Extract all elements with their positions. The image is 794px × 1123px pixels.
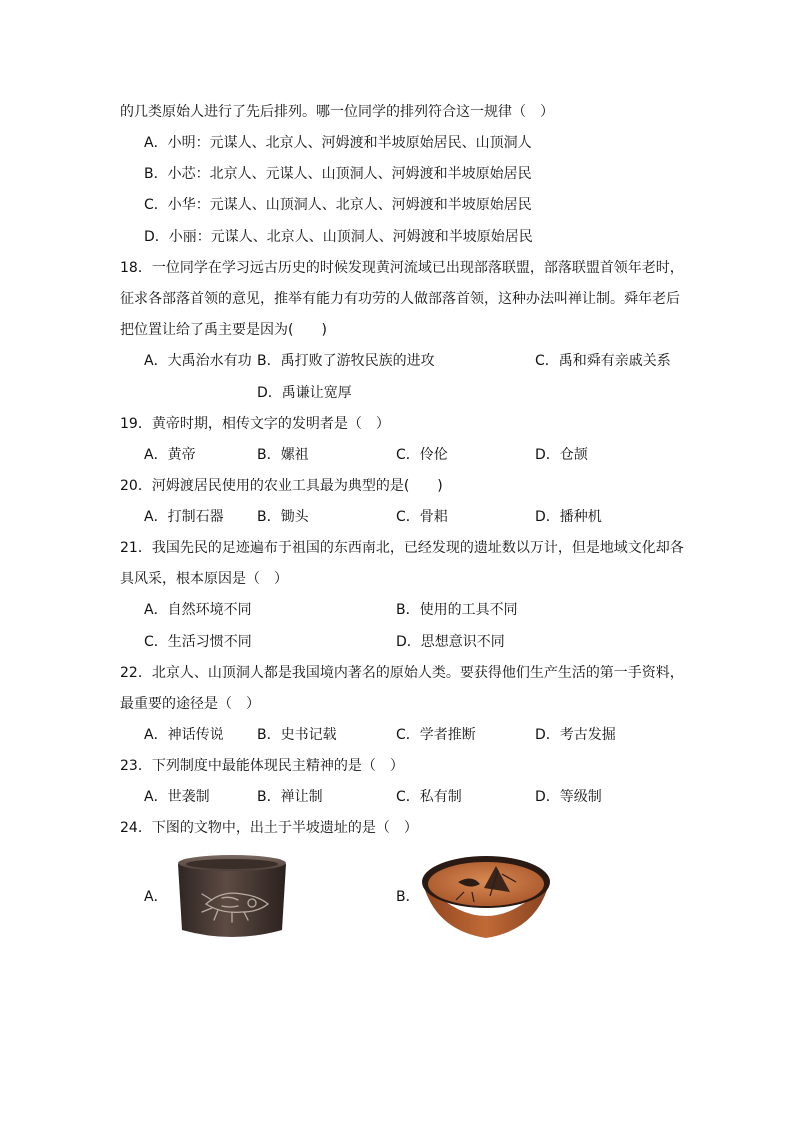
q18-option-d[interactable]: D．禹谦让宽厚: [257, 385, 352, 401]
q21-option-c[interactable]: C．生活习惯不同: [144, 634, 252, 650]
q17-option-a[interactable]: A．小明：元谋人、北京人、河姆渡和半坡原始居民、山顶洞人: [144, 135, 532, 151]
q21-option-d[interactable]: D．思想意识不同: [396, 634, 505, 650]
q22-option-a[interactable]: A．神话传说: [144, 727, 224, 743]
q20-option-b[interactable]: B．锄头: [257, 509, 309, 525]
q17-option-b[interactable]: B．小芯：北京人、元谋人、山顶洞人、河姆渡和半坡原始居民: [144, 166, 532, 182]
q19-option-d[interactable]: D．仓颉: [535, 447, 588, 463]
q17-stem: 的几类原始人进行了先后排列。哪一位同学的排列符合这一规律（ ）: [120, 104, 554, 120]
q19-option-c[interactable]: C．伶伦: [396, 447, 448, 463]
q24-stem: 24．下图的文物中，出土于半坡遗址的是（ ）: [120, 820, 418, 836]
q22-option-b[interactable]: B．史书记载: [257, 727, 337, 743]
q21-option-a[interactable]: A．自然环境不同: [144, 602, 252, 618]
q19-option-b[interactable]: B．嫘祖: [257, 447, 309, 463]
q21-option-b[interactable]: B．使用的工具不同: [396, 602, 518, 618]
q20-option-c[interactable]: C．骨耜: [396, 509, 448, 525]
q17-option-d[interactable]: D．小丽：元谋人、北京人、山顶洞人、河姆渡和半坡原始居民: [144, 229, 533, 245]
q22-stem-line-2: 最重要的途径是（ ）: [120, 696, 260, 712]
q20-option-a[interactable]: A．打制石器: [144, 509, 224, 525]
q24-option-b[interactable]: B．: [396, 889, 420, 905]
q20-stem: 20．河姆渡居民使用的农业工具最为典型的是( ): [120, 478, 443, 494]
artifact-b-painted-pottery-basin-image[interactable]: [418, 852, 554, 942]
q20-option-d[interactable]: D．播种机: [535, 509, 602, 525]
q23-option-d[interactable]: D．等级制: [535, 789, 602, 805]
q22-option-c[interactable]: C．学者推断: [396, 727, 476, 743]
q23-option-c[interactable]: C．私有制: [396, 789, 462, 805]
artifact-a-stone-bowl-image[interactable]: [172, 850, 292, 946]
q17-option-c[interactable]: C．小华：元谋人、山顶洞人、北京人、河姆渡和半坡原始居民: [144, 197, 532, 213]
q21-stem-line-1: 21．我国先民的足迹遍布于祖国的东西南北，已经发现的遗址数以万计，但是地域文化却各: [120, 540, 684, 556]
q23-stem: 23．下列制度中最能体现民主精神的是（ ）: [120, 758, 404, 774]
q18-option-b[interactable]: B．禹打败了游牧民族的进攻: [257, 353, 435, 369]
q22-option-d[interactable]: D．考古发掘: [535, 727, 616, 743]
q18-stem-line-3: 把位置让给了禹主要是因为( ): [120, 322, 327, 338]
q21-stem-line-2: 具风采，根本原因是（ ）: [120, 571, 288, 587]
q18-stem-line-2: 征求各部落首领的意见，推举有能力有功劳的人做部落首领，这种办法叫禅让制。舜年老后: [120, 291, 680, 307]
q23-option-b[interactable]: B．禅让制: [257, 789, 323, 805]
q23-option-a[interactable]: A．世袭制: [144, 789, 210, 805]
q18-option-a[interactable]: A．大禹治水有功: [144, 353, 252, 369]
q24-option-a[interactable]: A．: [144, 889, 168, 905]
q18-option-c[interactable]: C．禹和舜有亲戚关系: [535, 353, 671, 369]
q19-stem: 19．黄帝时期，相传文字的发明者是（ ）: [120, 416, 390, 432]
q22-stem-line-1: 22．北京人、山顶洞人都是我国境内著名的原始人类。要获得他们生产生活的第一手资料，: [120, 665, 684, 681]
q19-option-a[interactable]: A．黄帝: [144, 447, 196, 463]
q18-stem-line-1: 18．一位同学在学习远古历史的时候发现黄河流域已出现部落联盟，部落联盟首领年老时，: [120, 260, 684, 276]
